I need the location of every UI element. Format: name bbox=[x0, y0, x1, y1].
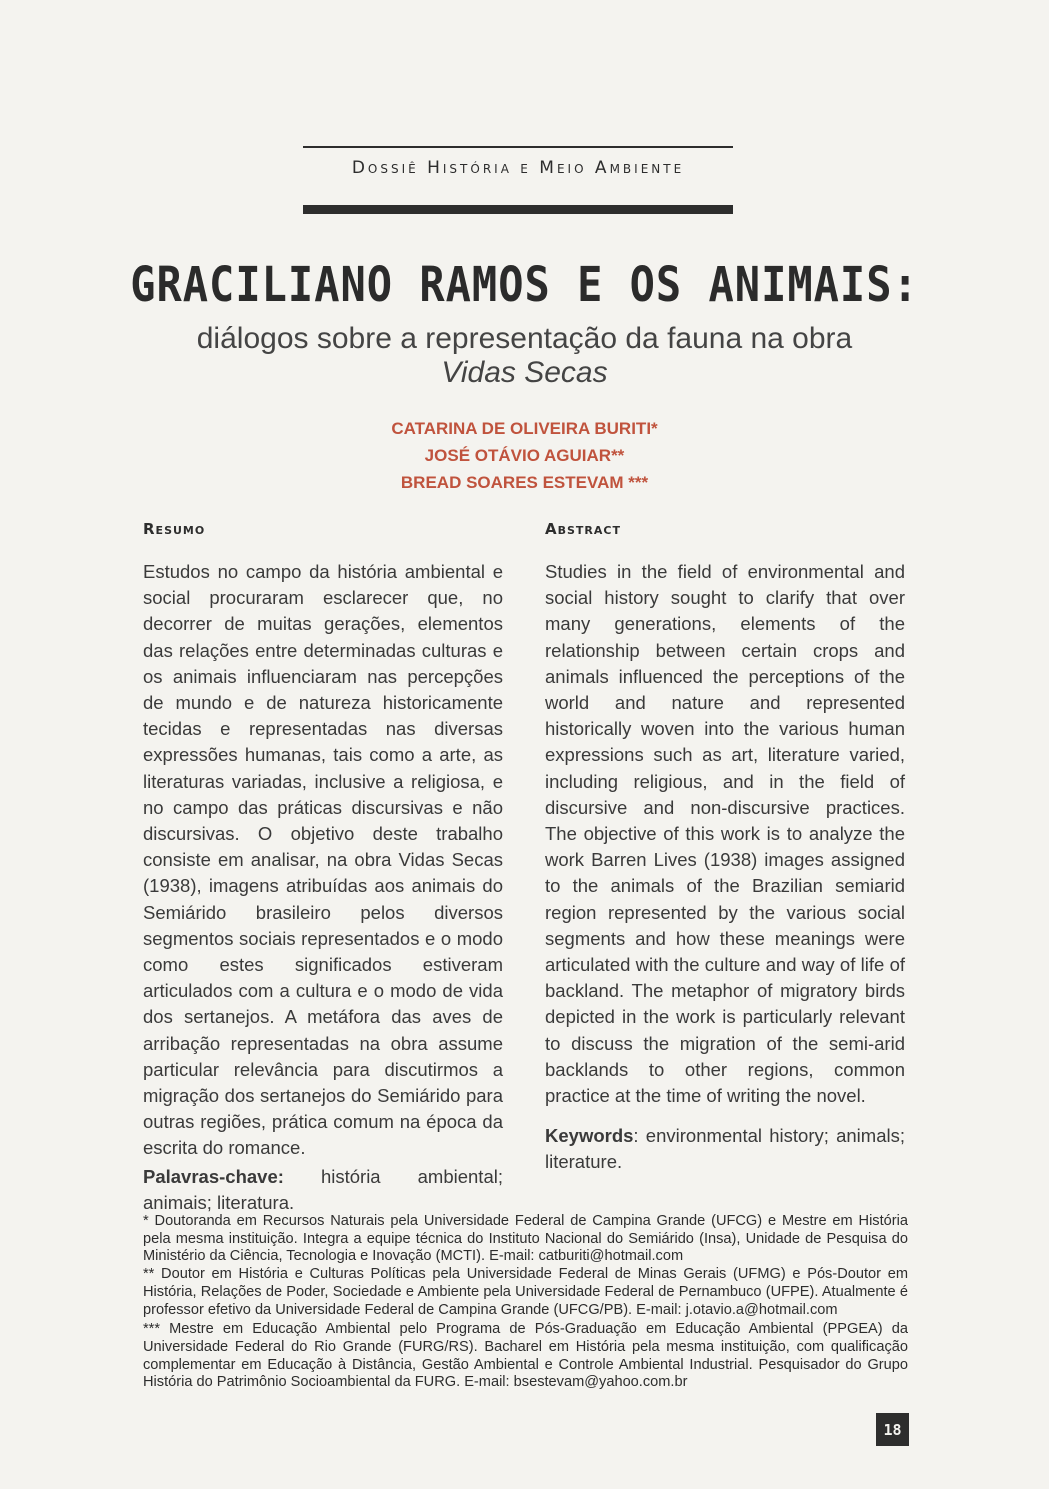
subtitle-line-1: diálogos sobre a representação da fauna na obra bbox=[196, 322, 853, 355]
author-list bbox=[0, 415, 1049, 496]
resumo-text: Estudos no campo da história ambiental e social procuraram esclarecer que, no decorrer de muitas gerações, elementos das relações entre determinadas culturas e os animais influenciaram nas percepções de mundo e de natureza historicamente tecidas e representadas nas diversas expressões humanas, tais como a arte, as literaturas variadas, inclusive a religiosa, e no campo das práticas discursivas e não discursivas. O objetivo deste trabalho consiste em analisar, na obra Vidas Secas (1938), imagens atribuídas aos animais do Semiárido brasileiro pelos diversos segmentos sociais representados e o modo como estes significados estiveram articulados com a cultura e o modo de vida dos sertanejos. A metáfora das aves de arribação representadas na obra assume particular relevância para discutirmos a migração dos sertanejos do Semiárido para outras regiões, prática comum na época da escrita do romance. bbox=[143, 561, 503, 1159]
author-3: BREAD SOARES ESTEVAM *** bbox=[400, 473, 649, 492]
abstract-column bbox=[545, 559, 905, 1176]
header-rule-top bbox=[303, 146, 733, 148]
author-1: CATARINA DE OLIVEIRA BURITI* bbox=[391, 419, 658, 438]
article-subtitle bbox=[0, 322, 1049, 390]
subtitle-book-title: Vidas Secas bbox=[441, 356, 608, 389]
header-rule-bottom bbox=[303, 205, 733, 214]
resumo-column bbox=[143, 559, 503, 1216]
abstract-keywords-value: : environmental history; animals; literature. bbox=[545, 1125, 905, 1173]
abstract-keywords bbox=[545, 1123, 905, 1175]
resumo-keywords bbox=[143, 1164, 503, 1216]
abstract-heading: Abstract bbox=[545, 520, 621, 538]
section-label: Dossiê História e Meio Ambiente bbox=[351, 158, 685, 178]
page-number: 18 bbox=[876, 1413, 909, 1446]
footnote-1: * Doutoranda em Recursos Naturais pela Universidade Federal de Campina Grande (UFCG) e Mestre em História pela mesma instituição. Integra a equipe técnica do Instituto Nacional do Semiárido (Insa), Unidade de Pesquisa do Ministério da Ciência, Tecnologia e Inovação (MCTI). E-mail: catburiti@hotmail.com bbox=[143, 1213, 908, 1265]
article-title: GRACILIANO RAMOS E OS ANIMAIS: bbox=[130, 256, 919, 313]
abstract-keywords-label: Keywords bbox=[545, 1125, 634, 1147]
resumo-heading: Resumo bbox=[143, 520, 206, 538]
abstract-text: Studies in the field of environmental and social history sought to clarify that over many generations, elements of the relationship between certain crops and animals influenced the perceptions of the world and nature and represented historically woven into the various human expressions such as art, literature varied, including religious, and in the field of discursive and non-discursive practices. The objective of this work is to analyze the work Barren Lives (1938) images assigned to the animals of the Brazilian semiarid region represented by the various social segments and how these meanings were articulated with the culture and way of life of backland. The metaphor of migratory birds depicted in the work is particularly relevant to discuss the migration of the semi-arid backlands to other regions, common practice at the time of writing the novel. bbox=[545, 561, 905, 1107]
resumo-keywords-value: história ambiental; animais; literatura. bbox=[143, 1165, 503, 1213]
footnote-2: ** Doutor em História e Culturas Políticas pela Universidade Federal de Minas Gerais (UFMG) e Pós-Doutor em História, Relações de Poder, Sociedade e Ambiente pela Universidade Federal de Pernambuco (UFPE). Atualmente é professor efetivo da Universidade Federal de Campina Grande (UFCG/PB). E-mail: j.otavio.a@hotmail.com bbox=[143, 1266, 908, 1318]
resumo-keywords-label: Palavras-chave: bbox=[143, 1165, 284, 1187]
footnotes bbox=[143, 1213, 908, 1392]
footnote-3: *** Mestre em Educação Ambiental pelo Programa de Pós-Graduação em Educação Ambiental (PPGEA) da Universidade Federal do Rio Grande (FURG/RS). Bacharel em História pela mesma instituição, com qualificação complementar em Educação à Distância, Gestão Ambiental e Controle Ambiental Industrial. Pesquisador do Grupo História do Patrimônio Socioambiental da FURG. E-mail: bsestevam@yahoo.com.br bbox=[143, 1321, 908, 1391]
author-2: JOSÉ OTÁVIO AGUIAR** bbox=[424, 446, 625, 465]
